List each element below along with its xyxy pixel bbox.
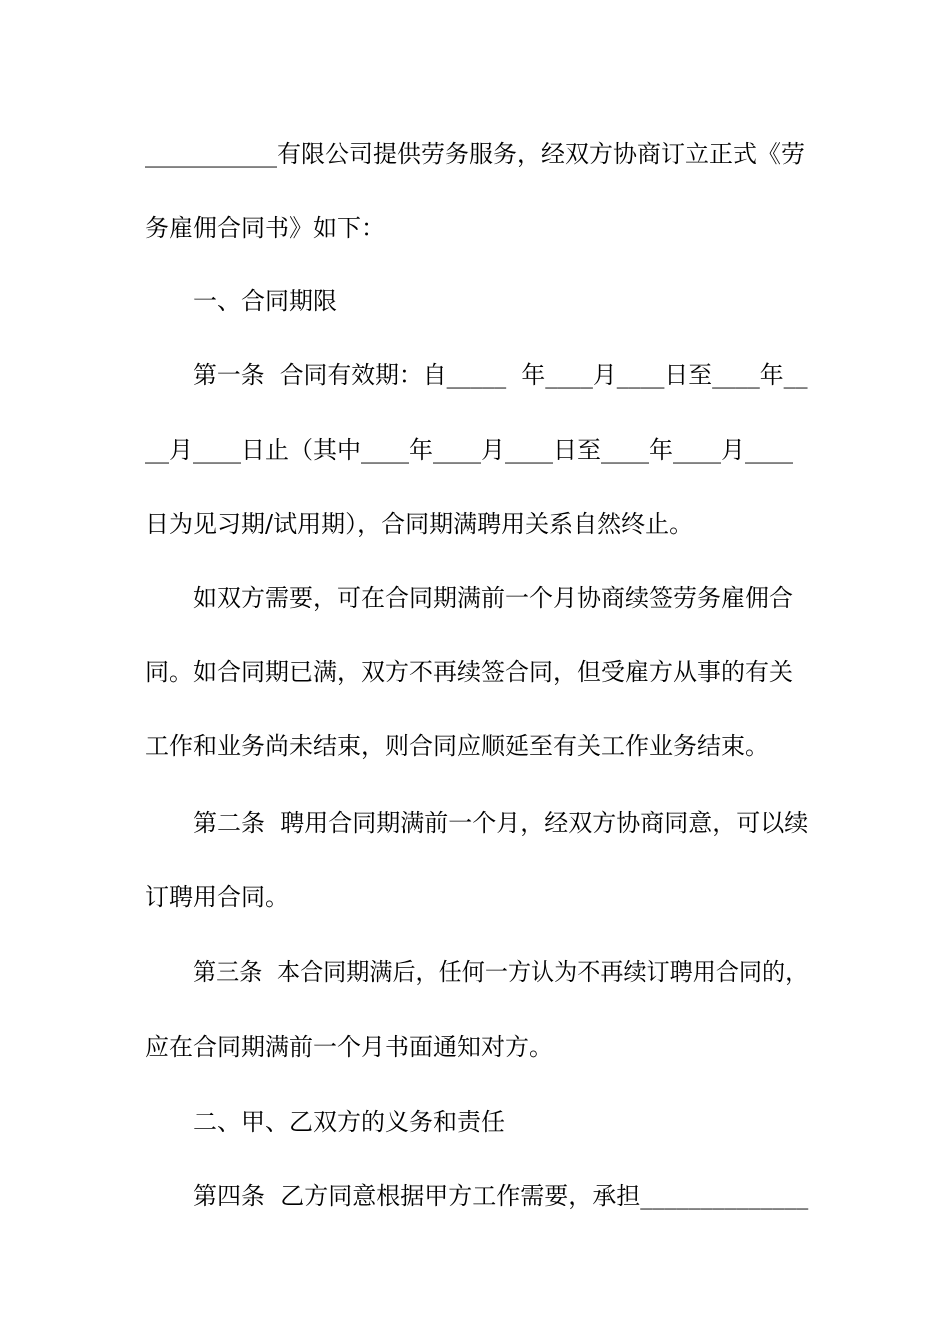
paragraph-line: 应在合同期满前一个月书面通知对方。 [145, 1033, 553, 1061]
paragraph-line: 日为见习期/试用期），合同期满聘用关系自然终止。 [145, 510, 694, 538]
paragraph-line: 第一条 合同有效期：自_____ 年____月____日至____年__ [193, 361, 808, 389]
paragraph-line: 第三条 本合同期满后，任何一方认为不再续订聘用合同的， [193, 958, 809, 986]
paragraph-line: __月____日止（其中____年____月____日至____年____月____ [145, 436, 793, 464]
section-heading: 二、甲、乙双方的义务和责任 [193, 1108, 505, 1136]
paragraph-line: 订聘用合同。 [145, 883, 289, 911]
paragraph-line: 工作和业务尚未结束，则合同应顺延至有关工作业务结束。 [145, 732, 769, 760]
paragraph-line: 同。如合同期已满，双方不再续签合同，但受雇方从事的有关 [145, 658, 793, 686]
paragraph-line: 第四条 乙方同意根据甲方工作需要，承担______________ [193, 1182, 809, 1210]
paragraph-line: ___________有限公司提供劳务服务，经双方协商订立正式《劳 [145, 140, 805, 168]
paragraph-line: 第二条 聘用合同期满前一个月，经双方协商同意，可以续 [193, 809, 809, 837]
section-heading: 一、合同期限 [193, 287, 337, 315]
paragraph-line: 务雇佣合同书》如下： [145, 214, 385, 242]
paragraph-line: 如双方需要，可在合同期满前一个月协商续签劳务雇佣合 [193, 584, 793, 612]
